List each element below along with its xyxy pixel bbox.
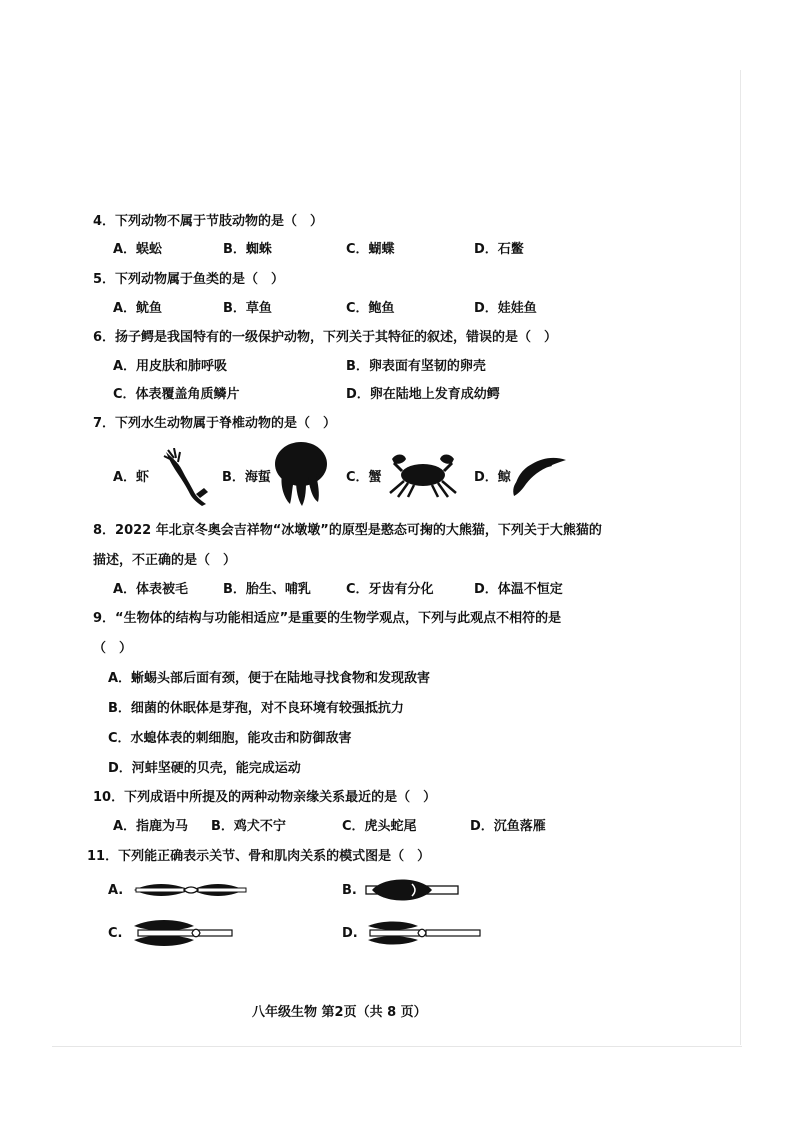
question-6-option-a: A．用皮肤和肺呼吸	[113, 359, 228, 374]
scan-edge	[740, 70, 741, 1045]
question-8-option-d: D．体温不恒定	[474, 582, 563, 597]
question-4-stem: 4．下列动物不属于节肢动物的是（ ）	[93, 214, 324, 229]
muscle-bone-diagram-c	[132, 917, 234, 953]
whale-picture	[510, 452, 570, 504]
question-7-option-b: B．海蜇	[222, 470, 271, 485]
question-5-stem: 5．下列动物属于鱼类的是（ ）	[93, 272, 285, 287]
question-11-option-a: A.	[108, 883, 124, 898]
question-11-option-c: C.	[108, 926, 123, 941]
muscle-bone-diagram-b	[364, 874, 460, 910]
question-11-option-d: D.	[342, 926, 358, 941]
question-8-option-b: B．胎生、哺乳	[223, 582, 311, 597]
question-4-option-a: A．蜈蚣	[113, 242, 163, 257]
question-11-option-b: B.	[342, 883, 357, 898]
question-10-option-d: D．沉鱼落雁	[470, 819, 546, 834]
question-10-option-c: C．虎头蛇尾	[342, 819, 417, 834]
crab-picture	[384, 449, 462, 503]
question-11-stem: 11．下列能正确表示关节、骨和肌肉关系的模式图是（ ）	[87, 849, 431, 864]
muscle-bone-diagram-a	[132, 877, 250, 907]
question-5-option-d: D．娃娃鱼	[474, 301, 537, 316]
page-footer: 八年级生物 第2页（共 8 页）	[252, 1005, 427, 1020]
question-10-option-b: B．鸡犬不宁	[211, 819, 286, 834]
question-7-option-c: C．蟹	[346, 470, 382, 485]
question-8-option-c: C．牙齿有分化	[346, 582, 434, 597]
question-9-option-a: A．蜥蜴头部后面有颈，便于在陆地寻找食物和发现敌害	[108, 671, 431, 686]
scan-edge	[52, 1046, 742, 1047]
question-6-stem: 6．扬子鳄是我国特有的一级保护动物，下列关于其特征的叙述，错误的是（ ）	[93, 330, 558, 345]
question-5-option-b: B．草鱼	[223, 301, 272, 316]
question-8-stem-line-1: 8．2022 年北京冬奥会吉祥物“冰墩墩”的原型是憨态可掬的大熊猫，下列关于大熊猫的	[93, 523, 602, 538]
question-4-option-d: D．石鳖	[474, 242, 524, 257]
jellyfish-picture	[268, 440, 334, 512]
question-6-option-d: D．卵在陆地上发育成幼鳄	[346, 387, 500, 402]
question-5-option-a: A．鱿鱼	[113, 301, 163, 316]
question-10-stem: 10．下列成语中所提及的两种动物亲缘关系最近的是（ ）	[93, 790, 437, 805]
question-6-option-b: B．卵表面有坚韧的卵壳	[346, 359, 486, 374]
question-6-option-c: C．体表覆盖角质鳞片	[113, 387, 240, 402]
question-10-option-a: A．指鹿为马	[113, 819, 189, 834]
question-5-option-c: C．鲍鱼	[346, 301, 395, 316]
question-4-option-c: C．蝴蝶	[346, 242, 395, 257]
question-7-option-d: D．鲸	[474, 470, 511, 485]
question-7-option-a: A．虾	[113, 470, 150, 485]
question-7-stem: 7．下列水生动物属于脊椎动物的是（ ）	[93, 416, 337, 431]
shrimp-picture	[160, 448, 216, 512]
question-9-option-b: B．细菌的休眠体是芽孢，对不良环境有较强抵抗力	[108, 701, 404, 716]
muscle-bone-diagram-d	[366, 917, 484, 953]
question-9-stem-line-1: 9．“生物体的结构与功能相适应”是重要的生物学观点，下列与此观点不相符的是	[93, 611, 562, 626]
question-9-option-c: C．水螅体表的刺细胞，能攻击和防御敌害	[108, 731, 352, 746]
question-8-stem-line-2: 描述，不正确的是（ ）	[93, 553, 237, 568]
question-9-stem-line-2: （ ）	[93, 641, 133, 656]
question-9-option-d: D．河蚌坚硬的贝壳，能完成运动	[108, 761, 301, 776]
question-4-option-b: B．蜘蛛	[223, 242, 272, 257]
question-8-option-a: A．体表被毛	[113, 582, 189, 597]
